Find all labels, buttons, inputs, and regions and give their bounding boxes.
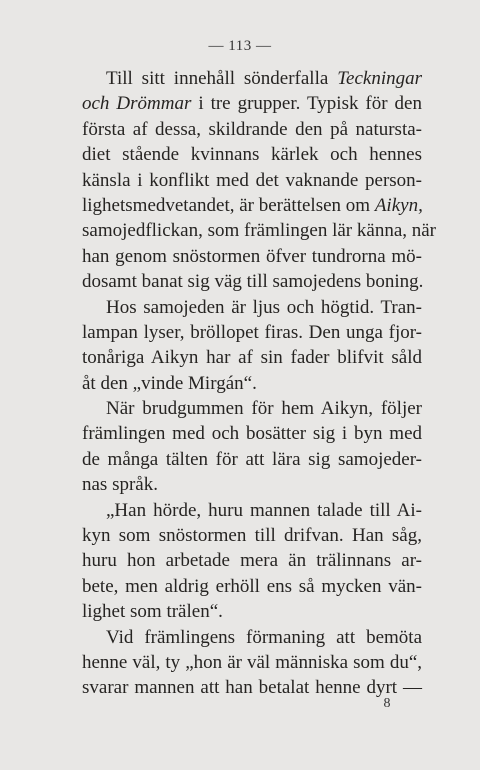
- text-line: han genom snöstormen öfver tundrorna mö-: [82, 245, 422, 267]
- text-line: och Drömmar i tre grupper. Typisk för den: [82, 93, 422, 115]
- text-line: dosamt banat sig väg till samojedens boning.: [82, 271, 424, 293]
- text-line: huru hon arbetade mera än trälinnans ar-: [82, 550, 422, 572]
- text-line: nas språk.: [82, 474, 158, 496]
- text-line: När brudgummen för hem Aikyn, följer: [106, 398, 422, 420]
- text-line: första af dessa, skildrande den på natursta-: [82, 118, 422, 140]
- text-line: främlingen med och bosätter sig i byn med: [82, 423, 422, 445]
- text-line: känsla i konflikt med det vaknande person-: [82, 169, 422, 191]
- text-line: „Han hörde, huru mannen talade till Ai-: [106, 499, 422, 521]
- text-line: svarar mannen att han betalat henne dyrt —: [82, 677, 422, 699]
- text-line: kyn som snöstormen till drifvan. Han såg,: [82, 525, 422, 547]
- text-line: lighet som trälen“.: [82, 601, 223, 623]
- text-line: tonåriga Aikyn har af sin fader blifvit såld: [82, 347, 422, 369]
- text-line: diet stående kvinnans kärlek och hennes: [82, 144, 422, 166]
- text-line: samojedflickan, som främlingen lär känna, när: [82, 220, 437, 242]
- page-number: — 113 —: [208, 38, 272, 54]
- text-line: Vid främlingens förmaning att bemöta: [106, 626, 422, 648]
- text-line: de många tälten för att lära sig samojeder-: [82, 448, 422, 470]
- text-line: henne väl, ty „hon är väl människa som du“,: [82, 651, 422, 673]
- text-line: Till sitt innehåll sönderfalla Teckningar: [106, 68, 422, 89]
- text-line: lighetsmedvetandet, är berättelsen om Aikyn,: [82, 194, 423, 216]
- body-text: [82, 66, 437, 701]
- text-line: lampan lyser, bröllopet firas. Den unga fjor-: [82, 321, 422, 343]
- text-line: bete, men aldrig erhöll ens så mycken vän-: [82, 575, 422, 597]
- text-line: åt den „vinde Mirgán“.: [82, 372, 257, 394]
- signature-mark: 8: [383, 696, 391, 711]
- text-line: Hos samojeden är ljus och högtid. Tran-: [106, 296, 422, 318]
